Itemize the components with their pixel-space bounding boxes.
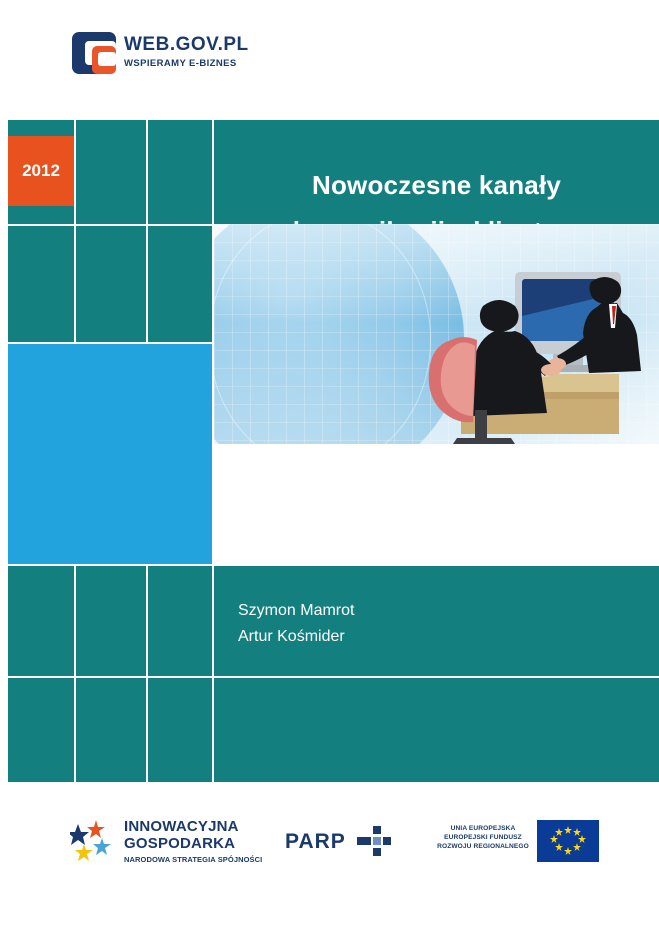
grid-cell: [148, 120, 212, 224]
eu-line-2: EUROPEJSKI FUNDUSZ: [444, 834, 522, 841]
cover-illustration: [214, 224, 659, 444]
businessmen-at-computer-illustration: [365, 224, 655, 444]
grid-cell: [76, 566, 146, 676]
parp-logo: [285, 826, 395, 860]
grid-cell: [8, 206, 74, 224]
parp-mark-icon: [357, 826, 391, 856]
web-gov-pl-logo: [72, 32, 292, 82]
author-1: Szymon Mamrot: [238, 602, 355, 619]
authors-block: [238, 598, 354, 650]
grid-cell: [8, 678, 74, 782]
logo-text: [124, 34, 249, 69]
stars-icon: [70, 818, 118, 862]
grid-cell: [148, 678, 212, 782]
ig-line-1: INNOWACYJNA: [124, 818, 239, 835]
innowacyjna-gospodarka-logo: [70, 818, 300, 874]
grid-cell: [8, 120, 74, 136]
blue-accent-block: [8, 344, 212, 564]
web-gov-pl-logo-icon: [72, 32, 116, 74]
ig-line-3: NARODOWA STRATEGIA SPÓJNOŚCI: [124, 855, 263, 864]
eu-line-3: ROZWOJU REGIONALNEGO: [437, 843, 529, 850]
innowacyjna-text: [124, 818, 262, 864]
grid-cell: [76, 226, 146, 342]
parp-wordmark: PARP: [285, 830, 346, 853]
year-label: 2012: [22, 161, 60, 180]
eu-text: [435, 824, 531, 851]
grid-cell: [8, 226, 74, 342]
grid-cell-authors: [214, 678, 659, 782]
logo-tagline: WSPIERAMY E-BIZNES: [124, 58, 237, 69]
ig-line-2: GOSPODARKA: [124, 835, 236, 852]
title-line-1: Nowoczesne kanały: [311, 170, 562, 200]
author-2: Artur Kośmider: [238, 628, 345, 645]
grid-cell: [8, 566, 74, 676]
footer-logos: [0, 800, 659, 890]
european-union-logo: [435, 820, 600, 868]
eu-flag-icon: [537, 820, 599, 862]
grid-cell: [76, 678, 146, 782]
grid-cell: [148, 226, 212, 342]
eu-line-1: UNIA EUROPEJSKA: [450, 825, 516, 832]
logo-wordmark: WEB.GOV.PL: [124, 34, 249, 55]
grid-cell: [76, 120, 146, 224]
grid-cell: [148, 566, 212, 676]
